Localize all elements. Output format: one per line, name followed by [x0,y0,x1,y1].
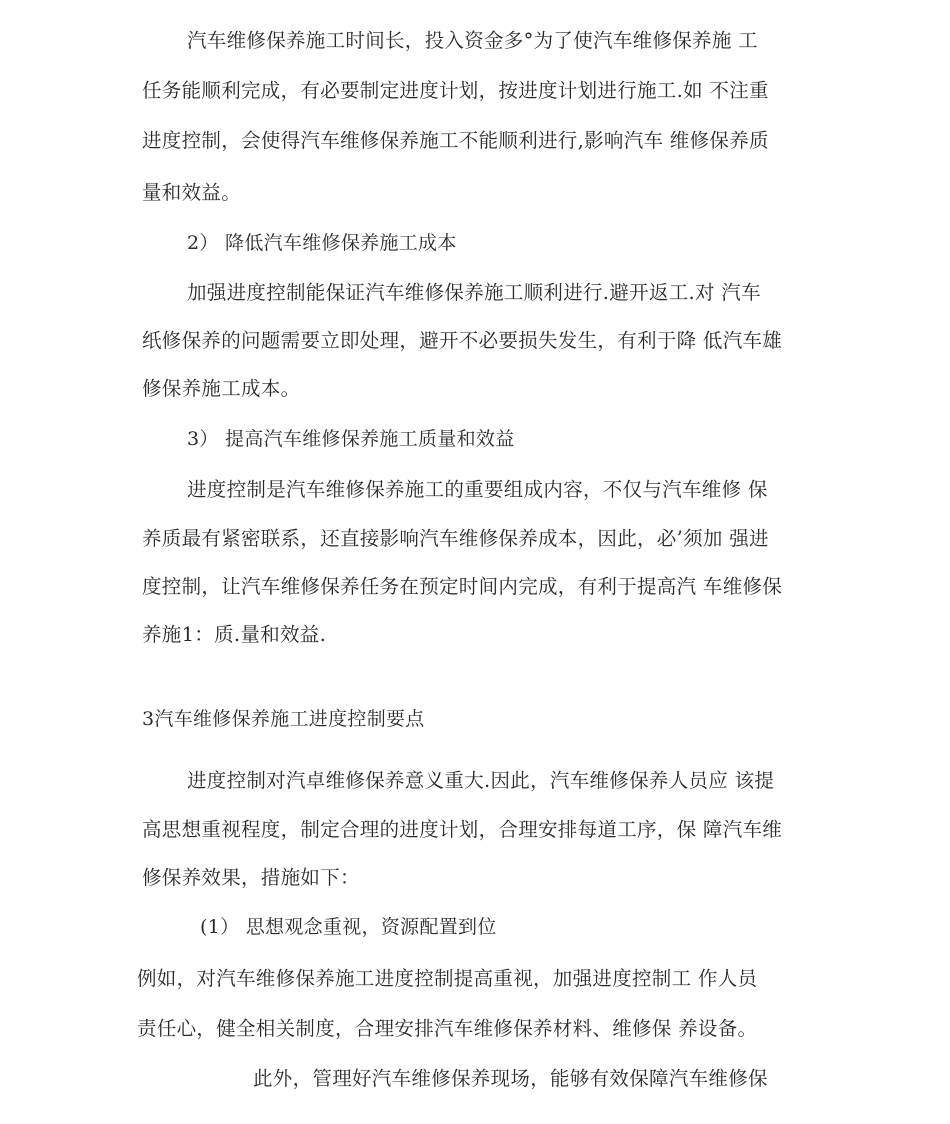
paragraph-line: 进度控制是汽车维修保养施工的重要组成内容，不仅与汽车维修 保 [187,478,768,501]
paragraph-line: 进度控制，会使得汽车维修保养施工不能顺利进行,影响汽车 维修保养质 [142,129,769,152]
section-title: 3汽车维修保养施工进度控制要点 [142,708,425,730]
paragraph-line: 度控制，让汽车维修保养任务在预定时间内完成，有利于提高汽 车维修保 [142,575,783,598]
paragraph-line: 例如，对汽车维修保养施工进度控制提高重视，加强进度控制工 作人员 [137,967,758,990]
paragraph-line: 高思想重视程度，制定合理的进度计划，合理安排每道工序，保 障汽车维 [142,818,783,841]
sub-heading: (1） 思想观念重视，资源配置到位 [200,916,497,938]
paragraph-line: 汽车维修保养施工时间长，投入资金多°为了使汽车维修保养施 工 [187,29,758,52]
paragraph-line: 纸修保养的问题需要立即处理，避开不必要损失发生，有利于降 低汽车雄 [142,329,783,352]
paragraph-line: 任务能顺利完成，有必要制定进度计划，按进度计划进行施工.如 不注重 [142,79,769,102]
paragraph-line: 进度控制对汽卓维修保养意义重大.因此，汽车维修保养人员应 该提 [187,769,775,792]
paragraph-line: 修保养效果，措施如下： [142,866,360,889]
paragraph-line: 养施1：质.量和效益. [142,623,327,646]
paragraph-line: 养质最有紧密联系，还直接影响汽车维修保养成本，因此，必’须加 强进 [142,527,769,550]
paragraph-line: 此外，管理好汽车维修保养现场，能够有效保障汽车维修保 [253,1067,768,1090]
item-heading: 3） 提高汽车维修保养施工质量和效益 [187,428,515,450]
paragraph-line: 修保养施工成本。 [142,377,301,400]
item-heading: 2） 降低汽车维修保养施工成本 [187,232,457,254]
paragraph-line: 责任心，健全相关制度，合理安排汽车维修保养材料、维修保 养设备。 [137,1017,758,1040]
paragraph-line: 量和效益。 [142,181,242,204]
paragraph-line: 加强进度控制能保证汽车维修保养施工顺利进行.避开返工.对 汽车 [187,281,761,304]
